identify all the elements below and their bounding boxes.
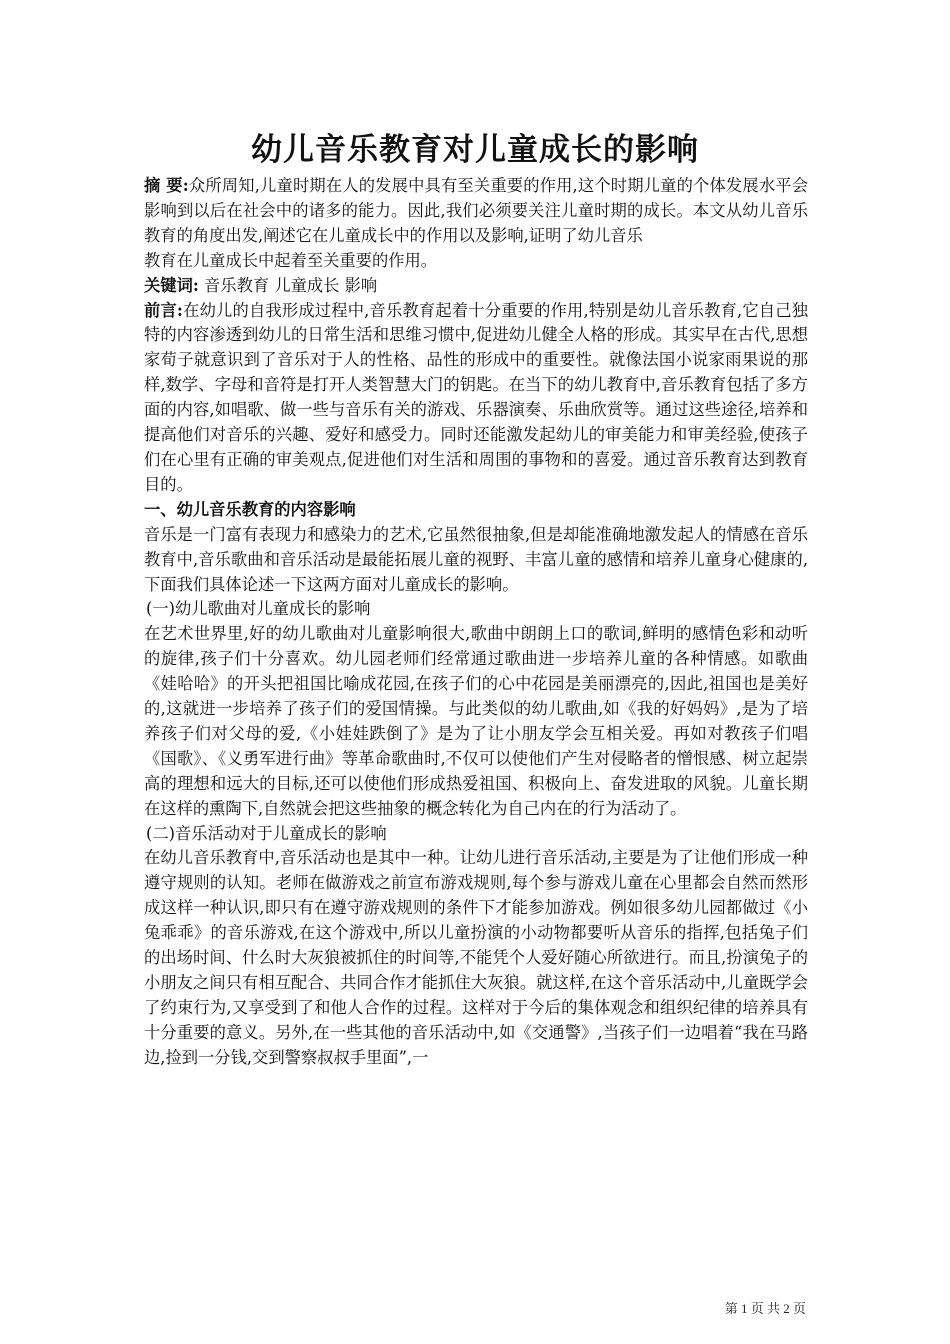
subsection-1-text: 在艺术世界里,好的幼儿歌曲对儿童影响很大,歌曲中朗朗上口的歌词,鲜明的感情色彩和动听的旋律,孩子们十分喜欢。幼儿园老师们经常通过歌曲进一步培养儿童的各种情感。如歌曲《娃哈哈》的开头把祖国比喻成花园,在孩子们的心中花园是美丽漂亮的,因此,祖国也是美好的,这就进一步培养了孩子们的爱国情操。与此类似的幼儿歌曲,如《我的好妈妈》,是为了培养孩子们对父母的爱,《小娃娃跌倒了》是为了让小朋友学会互相关爱。再如对教孩子们唱《国歌》、《义勇军进行曲》等革命歌曲时,不仅可以使他们产生对侵略者的憎恨感、树立起崇高的理想和远大的目标,还可以使他们形成热爱祖国、积极向上、奋发进取的风貌。儿童长期在这样的熏陶下,自然就会把这些抽象的概念转化为自己内在的行为活动了。 xyxy=(144,624,808,818)
document-body xyxy=(144,174,808,1071)
preface-paragraph xyxy=(144,299,808,498)
keywords-label: 关键词: xyxy=(144,275,199,295)
preface-text: 在幼儿的自我形成过程中,音乐教育起着十分重要的作用,特别是幼儿音乐教育,它自己独特的内容渗透到幼儿的日常生活和思维习惯中,促进幼儿健全人格的形成。其实早在古代,思想家荀子就意识到了音乐对于人的性格、品性的形成中的重要性。就像法国小说家雨果说的那样,数学、字母和音符是打开人类智慧大门的钥匙。在当下的幼儿教育中,音乐教育包括了多方面的内容,如唱歌、做一些与音乐有关的游戏、乐器演奏、乐曲欣赏等。通过这些途径,培养和提高他们对音乐的兴趣、爱好和感受力。同时还能激发起幼儿的审美能力和审美经验,使孩子们在心里有正确的审美观点,促进他们对生活和周围的事物和的喜爱。通过音乐教育达到教育目的。 xyxy=(144,300,809,494)
section-heading-1: 一、幼儿音乐教育的内容影响 xyxy=(144,499,356,519)
subsection-heading-2: (二)音乐活动对于儿童成长的影响 xyxy=(146,823,387,843)
document-title: 幼儿音乐教育对儿童成长的影响 xyxy=(251,132,699,168)
keywords-text: 音乐教育 儿童成长 影响 xyxy=(198,275,378,295)
preface-label: 前言: xyxy=(144,300,183,320)
abstract-continuation: 教育在儿童成长中起着至关重要的作用。 xyxy=(144,250,438,270)
abstract-text: 众所周知,儿童时期在人的发展中具有至关重要的作用,这个时期儿童的个体发展水平会影响到以后在社会中的诸多的能力。因此,我们必须要关注儿童时期的成长。本文从幼儿音乐教育的角度出发,阐述它在儿童成长中的作用以及影响,证明了幼儿音乐 xyxy=(144,176,808,245)
page-number-footer: 第 1 页 共 2 页 xyxy=(724,1301,806,1316)
subsection-heading-1: (一)幼儿歌曲对儿童成长的影响 xyxy=(146,599,371,619)
abstract-label: 摘 要: xyxy=(144,176,189,195)
abstract-paragraph xyxy=(144,174,808,249)
keywords-line xyxy=(144,274,808,299)
section-1-intro: 音乐是一门富有表现力和感染力的艺术,它虽然很抽象,但是却能准确地激发起人的情感在音乐教育中,音乐歌曲和音乐活动是最能拓展儿童的视野、丰富儿童的感情和培养儿童身心健康的,下面我们具体论述一下这两方面对儿童成长的影响。 xyxy=(144,524,808,594)
subsection-2-text: 在幼儿音乐教育中,音乐活动也是其中一种。让幼儿进行音乐活动,主要是为了让他们形成一种遵守规则的认知。老师在做游戏之前宣布游戏规则,每个参与游戏儿童在心里都会自然而然形成这样一种认识,即只有在遵守游戏规则的条件下才能参加游戏。例如很多幼儿园都做过《小兔乖乖》的音乐游戏,在这个游戏中,所以儿童扮演的小动物都要听从音乐的指挥,包括兔子们的出场时间、什么时大灰狼被抓住的时间等,不能凭个人爱好随心所欲进行。而且,扮演兔子的小朋友之间只有相互配合、共同合作才能抓住大灰狼。就这样,在这个音乐活动中,儿童既学会了约束行为,又享受到了和他人合作的过程。这样对于今后的集体观念和组织纪律的培养具有十分重要的意义。另外,在一些其他的音乐活动中,如《交通警》,当孩子们一边唱着“我在马路边,捡到一分钱,交到警察叔叔手里面”,一 xyxy=(144,848,808,1067)
